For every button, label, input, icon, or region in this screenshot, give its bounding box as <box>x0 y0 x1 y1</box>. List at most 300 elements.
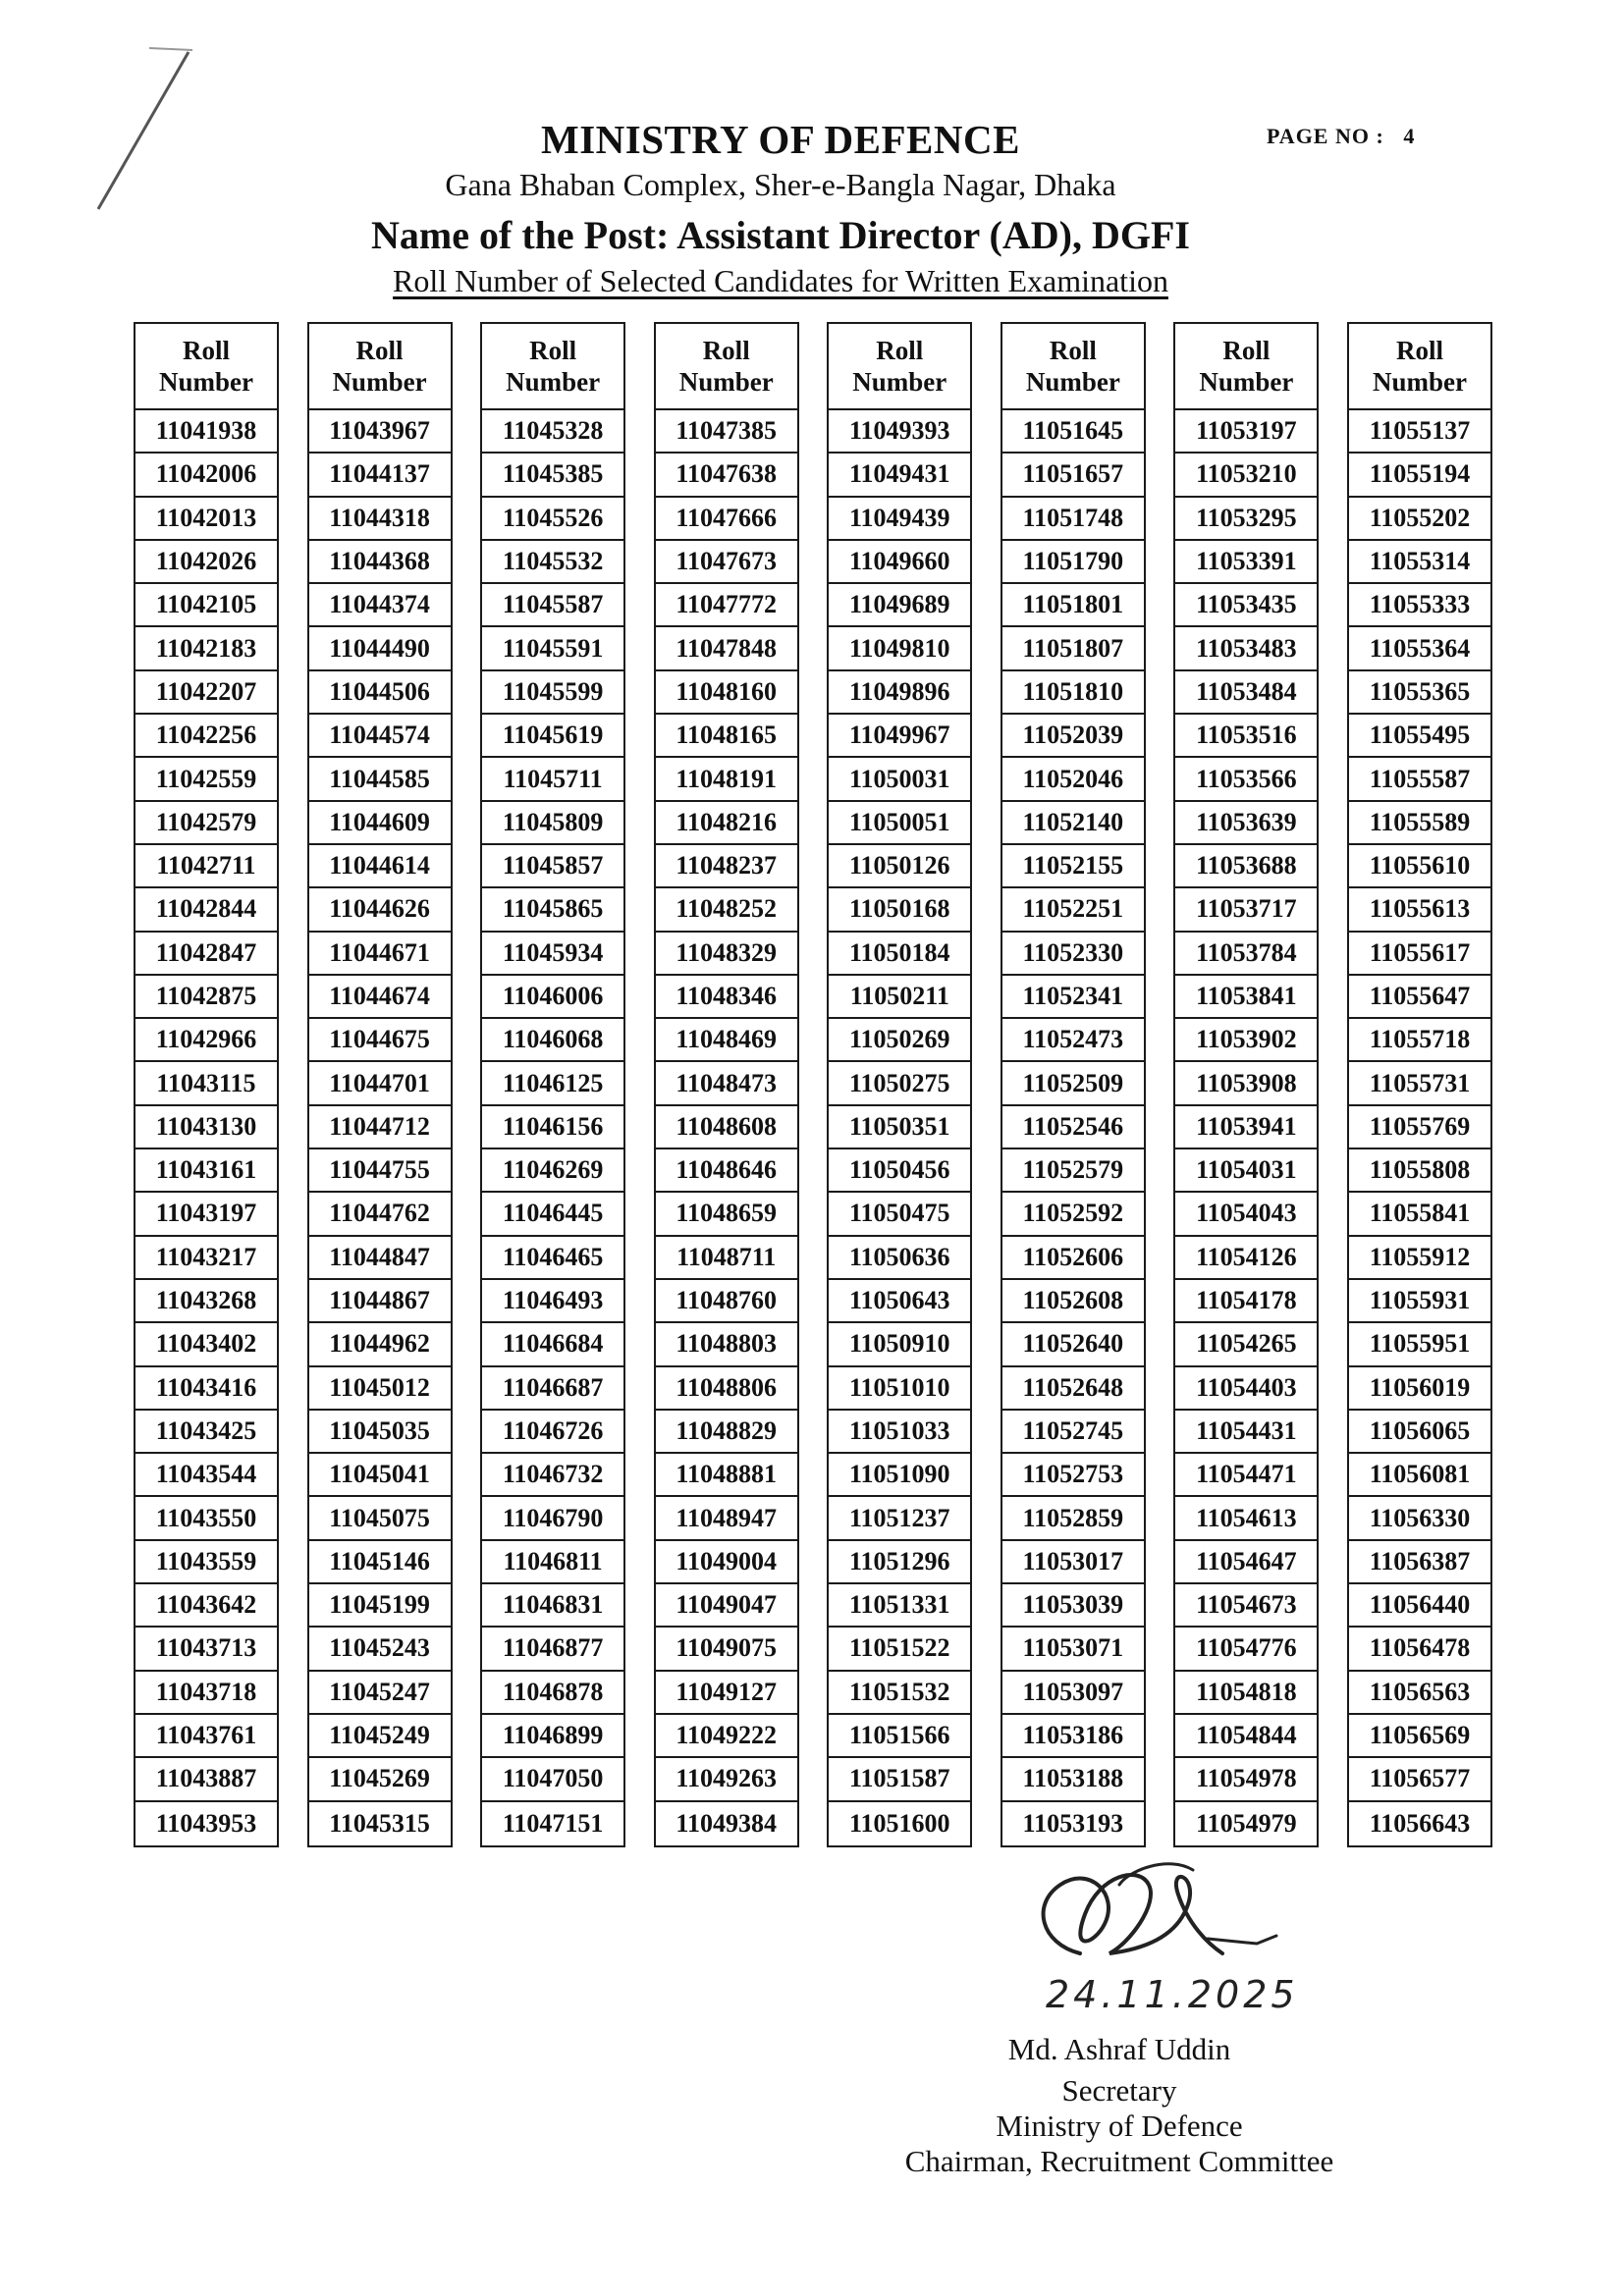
roll-number-cell: 11044318 <box>309 498 451 541</box>
roll-number-cell: 11045809 <box>482 802 623 845</box>
roll-number-cell: 11053841 <box>1175 976 1317 1019</box>
column-header-line1: Roll <box>876 336 924 365</box>
roll-number-cell: 11048346 <box>656 976 797 1019</box>
roll-number-cell: 11049222 <box>656 1715 797 1758</box>
roll-number-cell: 11055365 <box>1349 671 1490 715</box>
roll-number-cell: 11053193 <box>1022 1808 1124 1838</box>
column-header-line2: Number <box>852 367 947 397</box>
roll-number-cell: 11053295 <box>1175 498 1317 541</box>
roll-number-cell: 11054647 <box>1175 1541 1317 1584</box>
roll-number-cell: 11043416 <box>135 1367 277 1411</box>
roll-number-cell: 11055314 <box>1349 541 1490 584</box>
roll-number-cell: 11042183 <box>135 627 277 670</box>
roll-number-cell: 11046006 <box>482 976 623 1019</box>
column-header-line2: Number <box>332 367 427 397</box>
roll-number-cell: 11051748 <box>1002 498 1144 541</box>
roll-number-cell: 11053908 <box>1175 1062 1317 1105</box>
column-header-line1: Roll <box>1222 336 1271 365</box>
roll-number-cell: 11053688 <box>1175 845 1317 888</box>
roll-number-cell: 11053639 <box>1175 802 1317 845</box>
roll-number-cell: 11046687 <box>482 1367 623 1411</box>
roll-number-cell: 11047666 <box>656 498 797 541</box>
roll-number-cell: 11051237 <box>829 1497 970 1540</box>
roll-number-cell: 11052330 <box>1002 933 1144 976</box>
roll-number-cell: 11054613 <box>1175 1497 1317 1540</box>
roll-number-cell: 11048829 <box>656 1411 797 1454</box>
roll-number-cell: 11048191 <box>656 758 797 801</box>
roll-number-cell: 11052509 <box>1002 1062 1144 1105</box>
column-header <box>135 324 277 410</box>
roll-number-cell: 11042207 <box>135 671 277 715</box>
roll-number-cell: 11046899 <box>482 1715 623 1758</box>
roll-number-cell: 11043161 <box>135 1149 277 1193</box>
roll-number-cell: 11048469 <box>656 1019 797 1062</box>
roll-number-cell: 11049896 <box>829 671 970 715</box>
roll-number-cell: 11046726 <box>482 1411 623 1454</box>
roll-number-cell: 11055194 <box>1349 454 1490 497</box>
roll-number-cell: 11051790 <box>1002 541 1144 584</box>
roll-number-cell: 11043402 <box>135 1323 277 1366</box>
roll-number-cell: 11050269 <box>829 1019 970 1062</box>
roll-number-cell: 11056643 <box>1369 1808 1471 1838</box>
roll-number-cell: 11051010 <box>829 1367 970 1411</box>
roll-number-cell: 11047848 <box>656 627 797 670</box>
roll-number-cell: 11047772 <box>656 584 797 627</box>
roll-number-cell: 11055613 <box>1349 888 1490 932</box>
column-header-line1: Roll <box>1049 336 1097 365</box>
roll-number-cell: 11046732 <box>482 1454 623 1497</box>
roll-number-cell: 11046790 <box>482 1497 623 1540</box>
roll-number-cell: 11049660 <box>829 541 970 584</box>
roll-column <box>827 322 972 1847</box>
roll-number-cell: 11053484 <box>1175 671 1317 715</box>
roll-number-cell: 11044626 <box>309 888 451 932</box>
roll-number-cell: 11050211 <box>829 976 970 1019</box>
roll-number-cell: 11042559 <box>135 758 277 801</box>
roll-number-cell: 11048608 <box>656 1106 797 1149</box>
roll-number-cell: 11049439 <box>829 498 970 541</box>
roll-number-cell: 11054043 <box>1175 1193 1317 1236</box>
roll-number-cell: 11042013 <box>135 498 277 541</box>
roll-number-cell: 11053210 <box>1175 454 1317 497</box>
roll-number-cell: 11055364 <box>1349 627 1490 670</box>
column-header <box>1175 324 1317 410</box>
roll-number-cell: 11050184 <box>829 933 970 976</box>
roll-number-cell: 11048329 <box>656 933 797 976</box>
roll-number-cell: 11046493 <box>482 1280 623 1323</box>
roll-number-columns <box>134 322 1516 1845</box>
roll-number-cell: 11043559 <box>135 1541 277 1584</box>
roll-number-cell: 11043217 <box>135 1237 277 1280</box>
roll-number-cell: 11044137 <box>309 454 451 497</box>
roll-column <box>654 322 799 1847</box>
roll-number-cell: 11044712 <box>309 1106 451 1149</box>
roll-number-cell: 11052473 <box>1002 1019 1144 1062</box>
roll-number-cell: 11046068 <box>482 1019 623 1062</box>
column-header-line1: Roll <box>702 336 750 365</box>
column-header-line1: Roll <box>1395 336 1443 365</box>
roll-number-cell: 11054126 <box>1175 1237 1317 1280</box>
roll-number-cell: 11049127 <box>656 1672 797 1715</box>
column-header <box>1002 324 1144 410</box>
roll-number-cell: 11049810 <box>829 627 970 670</box>
roll-number-cell: 11055647 <box>1349 976 1490 1019</box>
roll-number-cell: 11044701 <box>309 1062 451 1105</box>
column-header-line2: Number <box>506 367 601 397</box>
roll-number-cell: 11052640 <box>1002 1323 1144 1366</box>
roll-number-cell: 11043544 <box>135 1454 277 1497</box>
roll-number-cell: 11052579 <box>1002 1149 1144 1193</box>
roll-number-cell: 11043967 <box>309 410 451 454</box>
roll-number-cell: 11046465 <box>482 1237 623 1280</box>
roll-number-cell: 11053435 <box>1175 584 1317 627</box>
roll-number-cell: 11050351 <box>829 1106 970 1149</box>
roll-number-cell: 11051645 <box>1002 410 1144 454</box>
roll-number-cell: 11052546 <box>1002 1106 1144 1149</box>
roll-number-cell: 11056081 <box>1349 1454 1490 1497</box>
roll-number-cell: 11055769 <box>1349 1106 1490 1149</box>
roll-number-cell: 11056478 <box>1349 1628 1490 1671</box>
roll-number-cell: 11055137 <box>1349 410 1490 454</box>
roll-number-cell: 11044762 <box>309 1193 451 1236</box>
signatory-role: Chairman, Recruitment Committee <box>904 2144 1334 2178</box>
roll-number-cell: 11049967 <box>829 715 970 758</box>
roll-number-cell: 11046831 <box>482 1584 623 1628</box>
roll-number-cell: 11056569 <box>1349 1715 1490 1758</box>
roll-number-cell: 11054031 <box>1175 1149 1317 1193</box>
roll-number-cell: 11055617 <box>1349 933 1490 976</box>
roll-number-cell: 11054673 <box>1175 1584 1317 1628</box>
roll-number-cell: 11053717 <box>1175 888 1317 932</box>
roll-number-cell: 11046684 <box>482 1323 623 1366</box>
roll-number-cell: 11045041 <box>309 1454 451 1497</box>
roll-number-cell: 11048947 <box>656 1497 797 1540</box>
roll-number-cell: 11051657 <box>1002 454 1144 497</box>
roll-number-cell: 11048165 <box>656 715 797 758</box>
roll-number-cell: 11052648 <box>1002 1367 1144 1411</box>
roll-number-cell: 11053188 <box>1002 1758 1144 1801</box>
roll-number-cell: 11041938 <box>135 410 277 454</box>
roll-number-cell: 11050051 <box>829 802 970 845</box>
roll-number-cell: 11054818 <box>1175 1672 1317 1715</box>
roll-number-cell: 11053902 <box>1175 1019 1317 1062</box>
signatory-organization: Ministry of Defence <box>996 2109 1243 2143</box>
roll-number-cell: 11049263 <box>656 1758 797 1801</box>
column-header-line2: Number <box>1199 367 1294 397</box>
roll-number-cell: 11050456 <box>829 1149 970 1193</box>
signature-date: 24.11.2025 <box>1046 1973 1299 2016</box>
roll-number-cell: 11051566 <box>829 1715 970 1758</box>
roll-number-cell: 11049393 <box>829 410 970 454</box>
roll-number-cell: 11045199 <box>309 1584 451 1628</box>
roll-number-cell: 11051587 <box>829 1758 970 1801</box>
roll-number-cell: 11054844 <box>1175 1715 1317 1758</box>
roll-number-cell: 11043130 <box>135 1106 277 1149</box>
roll-number-cell: 11053097 <box>1002 1672 1144 1715</box>
roll-number-cell: 11046877 <box>482 1628 623 1671</box>
roll-number-cell: 11045865 <box>482 888 623 932</box>
roll-number-cell: 11048803 <box>656 1323 797 1366</box>
roll-number-cell: 11055841 <box>1349 1193 1490 1236</box>
roll-number-cell: 11051296 <box>829 1541 970 1584</box>
roll-number-cell: 11052753 <box>1002 1454 1144 1497</box>
roll-number-cell: 11042847 <box>135 933 277 976</box>
roll-number-cell: 11045243 <box>309 1628 451 1671</box>
roll-number-cell: 11049047 <box>656 1584 797 1628</box>
column-header-line2: Number <box>1372 367 1467 397</box>
roll-number-cell: 11049075 <box>656 1628 797 1671</box>
roll-number-cell: 11055589 <box>1349 802 1490 845</box>
roll-number-cell: 11051522 <box>829 1628 970 1671</box>
roll-number-cell: 11043642 <box>135 1584 277 1628</box>
roll-number-cell: 11042105 <box>135 584 277 627</box>
roll-number-cell: 11051532 <box>829 1672 970 1715</box>
roll-number-cell: 11056330 <box>1349 1497 1490 1540</box>
roll-column <box>480 322 625 1847</box>
roll-number-cell: 11045526 <box>482 498 623 541</box>
roll-number-cell: 11047151 <box>502 1808 604 1838</box>
column-header <box>482 324 623 410</box>
roll-number-cell: 11043953 <box>155 1808 257 1838</box>
roll-number-cell: 11044847 <box>309 1237 451 1280</box>
roll-number-cell: 11045146 <box>309 1541 451 1584</box>
column-header-line2: Number <box>1025 367 1120 397</box>
roll-number-cell: 11046125 <box>482 1062 623 1105</box>
roll-number-cell: 11054471 <box>1175 1454 1317 1497</box>
signature-block <box>844 1845 1394 2178</box>
roll-number-cell: 11045385 <box>482 454 623 497</box>
roll-number-cell: 11044671 <box>309 933 451 976</box>
roll-number-cell: 11042579 <box>135 802 277 845</box>
roll-number-cell: 11043713 <box>135 1628 277 1671</box>
signature-scribble <box>1011 1845 1306 1993</box>
roll-number-cell: 11050126 <box>829 845 970 888</box>
column-header-line1: Roll <box>529 336 577 365</box>
roll-number-cell: 11050275 <box>829 1062 970 1105</box>
roll-number-cell: 11052606 <box>1002 1237 1144 1280</box>
column-header-line2: Number <box>159 367 253 397</box>
ministry-title: MINISTRY OF DEFENCE <box>541 117 1020 162</box>
roll-number-cell: 11053516 <box>1175 715 1317 758</box>
roll-number-cell: 11051033 <box>829 1411 970 1454</box>
roll-number-cell: 11056440 <box>1349 1584 1490 1628</box>
roll-number-cell: 11055718 <box>1349 1019 1490 1062</box>
roll-number-cell: 11051801 <box>1002 584 1144 627</box>
roll-number-cell: 11043425 <box>135 1411 277 1454</box>
roll-number-cell: 11052341 <box>1002 976 1144 1019</box>
roll-number-cell: 11044585 <box>309 758 451 801</box>
roll-number-cell: 11046811 <box>482 1541 623 1584</box>
roll-number-cell: 11056065 <box>1349 1411 1490 1454</box>
roll-number-cell: 11054978 <box>1175 1758 1317 1801</box>
roll-number-cell: 11049689 <box>829 584 970 627</box>
roll-number-cell: 11054431 <box>1175 1411 1317 1454</box>
roll-number-cell: 11048646 <box>656 1149 797 1193</box>
roll-number-cell: 11045711 <box>482 758 623 801</box>
roll-number-cell: 11045587 <box>482 584 623 627</box>
signatory-name: Md. Ashraf Uddin <box>1007 2032 1231 2066</box>
roll-number-cell: 11052745 <box>1002 1411 1144 1454</box>
roll-number-cell: 11053071 <box>1002 1628 1144 1671</box>
roll-number-cell: 11047385 <box>656 410 797 454</box>
page-number-label: PAGE NO : <box>1267 124 1384 148</box>
signatory-title: Secretary <box>1061 2073 1177 2108</box>
column-header-line1: Roll <box>355 336 404 365</box>
roll-number-cell: 11045619 <box>482 715 623 758</box>
roll-number-cell: 11043268 <box>135 1280 277 1323</box>
roll-number-cell: 11045035 <box>309 1411 451 1454</box>
roll-number-cell: 11055731 <box>1349 1062 1490 1105</box>
page-number <box>1267 124 1415 149</box>
roll-number-cell: 11047673 <box>656 541 797 584</box>
roll-number-cell: 11048711 <box>656 1237 797 1280</box>
roll-number-cell: 11054776 <box>1175 1628 1317 1671</box>
roll-number-cell: 11054265 <box>1175 1323 1317 1366</box>
roll-number-cell: 11046156 <box>482 1106 623 1149</box>
roll-number-cell: 11056019 <box>1349 1367 1490 1411</box>
roll-number-cell: 11052608 <box>1002 1280 1144 1323</box>
roll-number-cell: 11042711 <box>135 845 277 888</box>
roll-number-cell: 11043115 <box>135 1062 277 1105</box>
roll-number-cell: 11048160 <box>656 671 797 715</box>
roll-number-cell: 11048237 <box>656 845 797 888</box>
roll-number-cell: 11051810 <box>1002 671 1144 715</box>
roll-number-cell: 11050475 <box>829 1193 970 1236</box>
roll-number-cell: 11044867 <box>309 1280 451 1323</box>
roll-number-cell: 11050031 <box>829 758 970 801</box>
roll-number-cell: 11044962 <box>309 1323 451 1366</box>
roll-number-cell: 11045075 <box>309 1497 451 1540</box>
roll-number-cell: 11051600 <box>848 1808 950 1838</box>
roll-number-cell: 11045012 <box>309 1367 451 1411</box>
roll-number-cell: 11055495 <box>1349 715 1490 758</box>
roll-number-cell: 11044614 <box>309 845 451 888</box>
roll-number-cell: 11055587 <box>1349 758 1490 801</box>
roll-number-cell: 11055931 <box>1349 1280 1490 1323</box>
roll-number-cell: 11043550 <box>135 1497 277 1540</box>
column-header <box>829 324 970 410</box>
roll-number-cell: 11055202 <box>1349 498 1490 541</box>
roll-number-cell: 11055912 <box>1349 1237 1490 1280</box>
roll-number-cell: 11043718 <box>135 1672 277 1715</box>
roll-number-cell: 11052251 <box>1002 888 1144 932</box>
roll-number-cell: 11056387 <box>1349 1541 1490 1584</box>
roll-number-cell: 11056577 <box>1349 1758 1490 1801</box>
roll-number-cell: 11051807 <box>1002 627 1144 670</box>
roll-number-cell: 11047050 <box>482 1758 623 1801</box>
roll-number-cell: 11042966 <box>135 1019 277 1062</box>
roll-number-cell: 11052140 <box>1002 802 1144 845</box>
roll-column <box>134 322 279 1847</box>
roll-number-cell: 11048760 <box>656 1280 797 1323</box>
roll-number-cell: 11043887 <box>135 1758 277 1801</box>
column-header <box>309 324 451 410</box>
roll-number-cell: 11046269 <box>482 1149 623 1193</box>
roll-number-cell: 11044674 <box>309 976 451 1019</box>
roll-number-cell: 11045247 <box>309 1672 451 1715</box>
roll-number-cell: 11053566 <box>1175 758 1317 801</box>
roll-column <box>1347 322 1492 1847</box>
roll-number-cell: 11045249 <box>309 1715 451 1758</box>
roll-number-cell: 11053186 <box>1002 1715 1144 1758</box>
roll-number-cell: 11048252 <box>656 888 797 932</box>
roll-column <box>1173 322 1319 1847</box>
roll-number-cell: 11046878 <box>482 1672 623 1715</box>
roll-number-cell: 11050910 <box>829 1323 970 1366</box>
roll-number-cell: 11043197 <box>135 1193 277 1236</box>
roll-number-cell: 11050636 <box>829 1237 970 1280</box>
roll-number-cell: 11052046 <box>1002 758 1144 801</box>
roll-number-cell: 11049384 <box>676 1808 777 1838</box>
roll-number-cell: 11052039 <box>1002 715 1144 758</box>
roll-number-cell: 11050643 <box>829 1280 970 1323</box>
roll-number-cell: 11052592 <box>1002 1193 1144 1236</box>
roll-number-cell: 11048659 <box>656 1193 797 1236</box>
roll-number-cell: 11052859 <box>1002 1497 1144 1540</box>
roll-number-cell: 11055951 <box>1349 1323 1490 1366</box>
roll-number-cell: 11053941 <box>1175 1106 1317 1149</box>
roll-number-cell: 11047638 <box>656 454 797 497</box>
column-header-line2: Number <box>678 367 774 397</box>
roll-number-cell: 11045532 <box>482 541 623 584</box>
post-title: Name of the Post: Assistant Director (AD), DGFI <box>371 213 1190 257</box>
roll-number-cell: 11044755 <box>309 1149 451 1193</box>
document-subtitle: Roll Number of Selected Candidates for Written Examination <box>393 263 1168 298</box>
roll-number-cell: 11051090 <box>829 1454 970 1497</box>
roll-number-cell: 11053784 <box>1175 933 1317 976</box>
roll-number-cell: 11049004 <box>656 1541 797 1584</box>
roll-number-cell: 11053039 <box>1002 1584 1144 1628</box>
roll-number-cell: 11048473 <box>656 1062 797 1105</box>
roll-number-cell: 11045315 <box>329 1808 430 1838</box>
column-header <box>656 324 797 410</box>
roll-number-cell: 11053391 <box>1175 541 1317 584</box>
roll-number-cell: 11044368 <box>309 541 451 584</box>
roll-number-cell: 11043761 <box>135 1715 277 1758</box>
roll-number-cell: 11046445 <box>482 1193 623 1236</box>
roll-number-cell: 11054178 <box>1175 1280 1317 1323</box>
roll-number-cell: 11045599 <box>482 671 623 715</box>
roll-number-cell: 11042844 <box>135 888 277 932</box>
roll-number-cell: 11055610 <box>1349 845 1490 888</box>
roll-number-cell: 11045591 <box>482 627 623 670</box>
roll-number-cell: 11048806 <box>656 1367 797 1411</box>
roll-number-cell: 11044574 <box>309 715 451 758</box>
roll-number-cell: 11056563 <box>1349 1672 1490 1715</box>
roll-number-cell: 11042875 <box>135 976 277 1019</box>
roll-column <box>307 322 453 1847</box>
roll-number-cell: 11054979 <box>1196 1808 1297 1838</box>
roll-number-cell: 11048881 <box>656 1454 797 1497</box>
roll-number-cell: 11044374 <box>309 584 451 627</box>
roll-number-cell: 11050168 <box>829 888 970 932</box>
roll-number-cell: 11042026 <box>135 541 277 584</box>
roll-number-cell: 11045857 <box>482 845 623 888</box>
roll-number-cell: 11044506 <box>309 671 451 715</box>
roll-column <box>1001 322 1146 1847</box>
roll-number-cell: 11053197 <box>1175 410 1317 454</box>
column-header <box>1349 324 1490 410</box>
roll-number-cell: 11055808 <box>1349 1149 1490 1193</box>
roll-number-cell: 11044490 <box>309 627 451 670</box>
roll-number-cell: 11044675 <box>309 1019 451 1062</box>
roll-number-cell: 11045269 <box>309 1758 451 1801</box>
roll-number-cell: 11045328 <box>482 410 623 454</box>
roll-number-cell: 11044609 <box>309 802 451 845</box>
roll-number-cell: 11045934 <box>482 933 623 976</box>
roll-number-cell: 11049431 <box>829 454 970 497</box>
roll-number-cell: 11042006 <box>135 454 277 497</box>
